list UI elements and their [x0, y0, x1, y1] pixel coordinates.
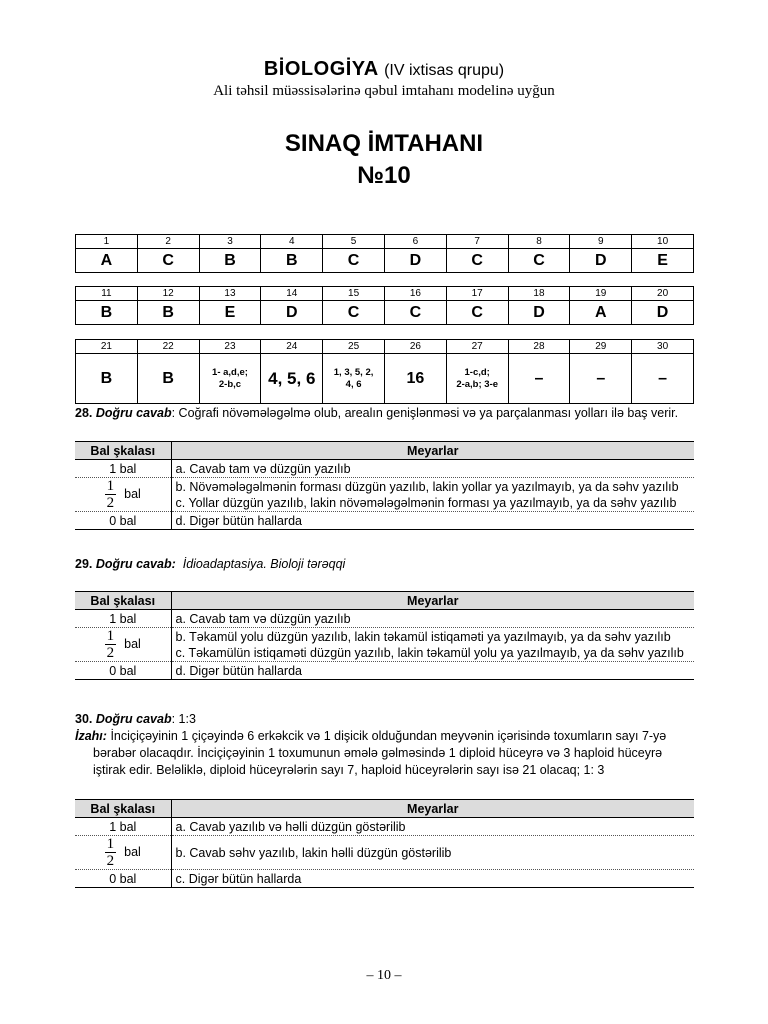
score-cell — [75, 836, 171, 870]
answer-cell: 1-c,d; 2-a,b; 3-e — [446, 354, 508, 404]
score-cell: 0 bal — [75, 870, 171, 888]
question-number-cell: 18 — [508, 287, 570, 301]
criteria-header: Meyarlar — [171, 592, 694, 610]
answer-values-row — [76, 301, 694, 325]
answer-key-table-2 — [75, 286, 694, 325]
question-number-cell: 21 — [76, 340, 138, 354]
answer-cell: 1- a,d,e; 2-b,c — [199, 354, 261, 404]
answer-cell: – — [508, 354, 570, 404]
answer-cell: C — [384, 301, 446, 325]
criteria-cell — [171, 662, 694, 680]
criteria-cell — [171, 460, 694, 478]
question-number-cell: 10 — [632, 235, 694, 249]
answer-text: : 1:3 — [171, 712, 196, 726]
criterion-text: c. Təkamülün istiqaməti düzgün yazılıb, lakin təkamül yolu ya yazılmayıb, ya da səhv yazılıb — [175, 645, 684, 660]
criterion-text: b. Təkamül yolu düzgün yazılıb, lakin təkamül istiqaməti ya yazılmayıb, ya da səhv yazılıb — [175, 629, 671, 644]
question-number-cell: 9 — [570, 235, 632, 249]
question-number-cell: 27 — [446, 340, 508, 354]
criteria-row — [75, 818, 694, 836]
question-number-cell: 29 — [570, 340, 632, 354]
exam-number: №10 — [357, 162, 411, 189]
criterion-text: a. Cavab yazılıb və həlli düzgün göstərilib — [175, 819, 406, 834]
answer-cell: – — [632, 354, 694, 404]
question-number: 29. — [75, 557, 93, 571]
answer-cell: D — [570, 249, 632, 273]
score-cell: 0 bal — [75, 662, 171, 680]
question-number-cell: 1 — [76, 235, 138, 249]
answer-label: Doğru cavab — [95, 406, 172, 420]
question-number-cell: 7 — [446, 235, 508, 249]
question-number-cell: 25 — [323, 340, 385, 354]
question-number-cell: 12 — [137, 287, 199, 301]
subject-title — [0, 58, 768, 81]
answer-cell: 4, 5, 6 — [261, 354, 323, 404]
question-number-cell: 19 — [570, 287, 632, 301]
question-number-cell: 26 — [384, 340, 446, 354]
answer-cell: C — [323, 301, 385, 325]
question-number-cell: 24 — [261, 340, 323, 354]
criteria-table-30 — [75, 799, 694, 888]
question-number-cell: 23 — [199, 340, 261, 354]
criteria-row — [75, 478, 694, 512]
answer-key-table-1 — [75, 234, 694, 273]
score-cell: 1 bal — [75, 460, 171, 478]
criteria-row — [75, 662, 694, 680]
criteria-header: Meyarlar — [171, 800, 694, 818]
criterion-text: d. Digər bütün hallarda — [175, 663, 302, 678]
criterion-text: b. Növəmələgəlmənin forması düzgün yazılıb, lakin yollar ya yazılmayıb, ya da səhv yazılıb — [175, 479, 679, 494]
answer-values-row — [76, 354, 694, 404]
answer-cell: B — [137, 354, 199, 404]
answer-cell: C — [137, 249, 199, 273]
explanation-text: İnciçiçəyinin 1 çiçəyində 6 erkəkcik və 1 dişicik olduğundan meyvənin içərisində toxumların sayı 7-yə bərabər olacaqdır. İnciçiçəyinin 1 toxumunun əmələ gəlməsində 1 diploid hüceyrə və 3 haploid hüceyrə iştirak edir. Beləliklə, diploid hüceyrələrin sayı 7, haploid hüceyrələrin sayı isə 21 olacaq; 1: 3 — [93, 729, 667, 777]
page-number: – 10 – — [366, 968, 402, 983]
criteria-row — [75, 460, 694, 478]
criteria-cell — [171, 836, 694, 870]
answer-numbers-row — [76, 235, 694, 249]
criterion-text: d. Digər bütün hallarda — [175, 513, 302, 528]
answer-text: İdioadaptasiya. Bioloji tərəqqi — [182, 557, 346, 571]
criteria-cell — [171, 478, 694, 512]
question-number-cell: 6 — [384, 235, 446, 249]
answer-cell: C — [508, 249, 570, 273]
question-number-cell: 17 — [446, 287, 508, 301]
answer-cell: C — [446, 301, 508, 325]
criteria-table-28 — [75, 441, 694, 530]
question-number: 28. — [75, 406, 93, 420]
question-number-cell: 4 — [261, 235, 323, 249]
answer-cell: – — [570, 354, 632, 404]
criteria-row — [75, 610, 694, 628]
document-header — [0, 58, 768, 100]
half-fraction: $\frac{1}{2}$ — [106, 628, 115, 661]
answer-key-table-3 — [75, 339, 694, 404]
criteria-header: Meyarlar — [171, 442, 694, 460]
question-number-cell: 15 — [323, 287, 385, 301]
question-30 — [75, 711, 694, 779]
question-29: 29. Doğru cavab: İdioadaptasiya. Bioloji tərəqqi — [75, 557, 346, 571]
explanation-label: İzahı: — [75, 729, 107, 743]
answer-values-row — [76, 249, 694, 273]
score-unit: bal — [124, 636, 141, 651]
answer-text: : Coğrafi növəmələgəlmə olub, arealın genişlənməsi və ya parçalanması yolları ilə baş verir. — [171, 406, 679, 420]
question-number: 30. — [75, 712, 93, 726]
answer-cell: 1, 3, 5, 2, 4, 6 — [323, 354, 385, 404]
exam-name: SINAQ İMTAHANI — [284, 130, 484, 157]
answer-cell: B — [76, 301, 138, 325]
question-number-cell: 28 — [508, 340, 570, 354]
criterion-text: a. Cavab tam və düzgün yazılıb — [175, 611, 351, 626]
answer-cell: B — [137, 301, 199, 325]
score-unit: bal — [124, 486, 141, 501]
subject-caption: Ali təhsil müəssisələrinə qəbul imtahanı modelinə uyğun — [213, 83, 555, 99]
question-number-cell: 8 — [508, 235, 570, 249]
question-number-cell: 5 — [323, 235, 385, 249]
score-unit: bal — [124, 844, 141, 859]
criteria-cell — [171, 870, 694, 888]
half-fraction: $\frac{1}{2}$ — [106, 478, 115, 511]
score-scale-header: Bal şkalası — [75, 592, 171, 610]
exam-title — [0, 128, 768, 192]
answer-label: Doğru cavab — [95, 557, 172, 571]
question-28 — [75, 405, 694, 422]
criterion-text: b. Cavab səhv yazılıb, lakin həlli düzgün göstərilib — [175, 845, 452, 860]
score-cell: 1 bal — [75, 818, 171, 836]
score-cell: 1 bal — [75, 610, 171, 628]
score-cell — [75, 628, 171, 662]
answer-cell: D — [384, 249, 446, 273]
explanation — [75, 728, 694, 779]
score-scale-header: Bal şkalası — [75, 800, 171, 818]
answer-cell: B — [199, 249, 261, 273]
criteria-row — [75, 870, 694, 888]
answer-cell: D — [508, 301, 570, 325]
answer-cell: A — [76, 249, 138, 273]
question-number-cell: 3 — [199, 235, 261, 249]
question-number-cell: 11 — [76, 287, 138, 301]
score-cell: 0 bal — [75, 512, 171, 530]
question-number-cell: 30 — [632, 340, 694, 354]
question-number-cell: 13 — [199, 287, 261, 301]
criteria-cell — [171, 512, 694, 530]
answer-cell: C — [323, 249, 385, 273]
criterion-text: c. Digər bütün hallarda — [175, 871, 302, 886]
answer-cell: B — [261, 249, 323, 273]
subject-name: BİOLOGİYA — [263, 58, 379, 80]
criterion-text: c. Yollar düzgün yazılıb, lakin növəmələgəlmənin forması ya yazılmayıb, ya da səhv yazılıb — [175, 495, 677, 510]
question-number-cell: 20 — [632, 287, 694, 301]
answer-cell: D — [261, 301, 323, 325]
criteria-row — [75, 836, 694, 870]
answer-label: Doğru cavab — [95, 712, 172, 726]
question-number-cell: 14 — [261, 287, 323, 301]
answer-cell: B — [76, 354, 138, 404]
answer-cell: E — [199, 301, 261, 325]
criteria-cell — [171, 818, 694, 836]
criteria-table-29 — [75, 591, 694, 680]
answer-cell: C — [446, 249, 508, 273]
answer-cell: A — [570, 301, 632, 325]
answer-numbers-row — [76, 287, 694, 301]
answer-numbers-row — [76, 340, 694, 354]
subject-group: (IV ixtisas qrupu) — [384, 62, 505, 79]
question-number-cell: 2 — [137, 235, 199, 249]
answer-cell: E — [632, 249, 694, 273]
question-number-cell: 16 — [384, 287, 446, 301]
half-fraction: $\frac{1}{2}$ — [106, 836, 115, 869]
answer-cell: 16 — [384, 354, 446, 404]
question-number-cell: 22 — [137, 340, 199, 354]
score-scale-header: Bal şkalası — [75, 442, 171, 460]
answer-cell: D — [632, 301, 694, 325]
criteria-row — [75, 628, 694, 662]
criteria-cell — [171, 628, 694, 662]
criteria-row — [75, 512, 694, 530]
criterion-text: a. Cavab tam və düzgün yazılıb — [175, 461, 351, 476]
score-cell — [75, 478, 171, 512]
criteria-cell — [171, 610, 694, 628]
